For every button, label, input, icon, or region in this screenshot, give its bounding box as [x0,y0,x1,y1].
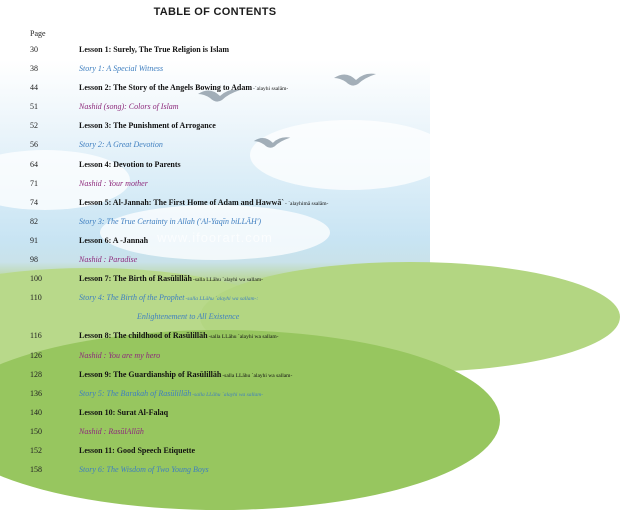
entry-title: Nashid : Your mother [79,178,148,188]
toc-row[interactable] [0,231,430,250]
entry-title: Nashid : Paradise [79,255,138,265]
toc-row[interactable] [0,174,430,193]
toc-entry-lesson[interactable] [79,78,288,99]
toc-row[interactable] [0,59,430,78]
page-number: 82 [30,216,38,226]
page-number: 91 [30,235,38,245]
page-number: 116 [30,331,42,341]
entry-title: Lesson 6: A -Jannah [79,235,149,245]
entry-title: Story 4: The Birth of the Prophet [79,293,185,303]
entry-honorific: -salla LLāhu `alayhi wa sallam-: [185,296,259,303]
toc-row[interactable] [0,193,430,212]
toc-row[interactable] [0,422,430,441]
page-number: 150 [30,426,42,436]
entry-title: Nashid : You are my hero [79,350,161,360]
page-number: 100 [30,274,42,284]
toc-row[interactable] [0,346,430,365]
page-number: 51 [30,102,38,112]
entry-title: Story 6: The Wisdom of Two Young Boys [79,465,209,475]
toc-row[interactable] [0,116,430,135]
toc-entry-lesson[interactable] [79,155,181,174]
toc-row[interactable] [0,441,430,460]
page-number: 136 [30,388,42,398]
page-number: 140 [30,407,42,417]
toc-entry-story[interactable] [79,460,209,479]
entry-title: Lesson 7: The Birth of Rasūlillāh [79,274,192,284]
page-number: 38 [30,64,38,74]
page-number: 64 [30,159,38,169]
toc-entry-lesson[interactable] [79,403,168,422]
toc-row[interactable] [0,365,430,384]
entry-title: Lesson 5: Al-Jannah: The First Home of Adam and Hawwā` [79,197,284,207]
entry-title: Lesson 1: Surely, The True Religion is Islam [79,45,230,54]
entry-title: Story 3: The True Certainty in Allah ('Al-Yaqīn biLLĀH') [79,216,262,226]
toc-row[interactable] [0,155,430,174]
toc-entry-lesson[interactable] [79,326,279,347]
page-number: 98 [30,255,38,265]
toc-entry-nashid[interactable] [79,97,179,116]
entry-honorific: -salla LLāhu `alayhi wa sallam- [192,277,263,284]
page-number: 56 [30,140,38,150]
toc-row[interactable] [0,288,430,307]
entry-title: Lesson 4: Devotion to Parents [79,159,181,169]
toc-entry-lesson[interactable] [79,193,328,214]
toc-entry-story[interactable] [79,212,261,231]
entry-honorific: -`alayhi ssalām- [252,86,289,93]
entry-title: Lesson 11: Good Speech Etiquette [79,445,196,455]
entry-title: Enlightenement to All Existence [137,312,240,322]
page-column-header: Page [30,29,46,38]
page-number: 128 [30,369,42,379]
page-title: TABLE OF CONTENTS [153,6,277,18]
toc-row[interactable] [0,250,430,269]
toc-entry-lesson[interactable] [79,269,263,290]
toc-list [0,40,430,479]
toc-entry-lesson[interactable] [79,365,292,386]
entry-title: Lesson 9: The Guardianship of Rasūlillāh [79,369,222,379]
entry-honorific: -salla LLāhu `alayhi wa sallam- [208,334,279,341]
toc-entry-story[interactable] [79,135,163,154]
page-number: 152 [30,445,42,455]
entry-title: Story 2: A Great Devotion [79,140,163,150]
toc-row[interactable] [0,384,430,403]
toc-entry-nashid[interactable] [79,346,160,365]
page-number: 158 [30,465,42,475]
toc-entry-story[interactable] [79,59,163,78]
toc-entry-story[interactable] [79,384,263,405]
toc-row[interactable] [0,460,430,479]
entry-title: Nashid (song): Colors of Islam [79,102,179,112]
toc-entry-nashid[interactable] [79,250,137,269]
page-number: 126 [30,350,42,360]
toc-entry-lesson[interactable] [79,40,229,59]
entry-title: Lesson 3: The Punishment of Arrogance [79,121,216,131]
page-number: 52 [30,121,38,131]
entry-honorific: -salla LLāhu `alayhi wa sallam- [192,391,264,398]
toc-entry-sub[interactable] [137,307,239,326]
entry-title: Story 5: The Barakah of Rasūlillāh [79,388,192,398]
toc-entry-story[interactable] [79,288,258,309]
toc-row[interactable] [0,326,430,345]
toc-row[interactable] [0,212,430,231]
toc-row[interactable] [0,97,430,116]
page-number: 110 [30,293,42,303]
page-number: 71 [30,178,38,188]
page-number: 74 [30,197,38,207]
entry-title: Story 1: A Special Witness [79,64,164,74]
entry-title: Lesson 8: The childhood of Rasūlillāh [79,331,208,341]
toc-entry-lesson[interactable] [79,116,216,135]
toc-entry-nashid[interactable] [79,174,148,193]
entry-title: Lesson 10: Surat Al-Falaq [79,407,169,417]
page-number: 30 [30,45,38,54]
toc-row[interactable] [0,78,430,97]
entry-title: Lesson 2: The Story of the Angels Bowing to Adam [79,83,252,93]
toc-entry-lesson[interactable] [79,441,195,460]
watermark: www.ifoorart.com [157,230,273,245]
entry-honorific: -salla LLāhu `alayhi wa sallam- [222,372,293,379]
toc-row[interactable] [0,403,430,422]
toc-row[interactable] [0,269,430,288]
toc-row[interactable] [0,40,430,59]
entry-title: Nashid : RasūlAllāh [79,426,144,436]
toc-row[interactable] [0,135,430,154]
toc-row[interactable] [0,307,430,326]
toc-entry-lesson[interactable] [79,231,148,250]
toc-entry-nashid[interactable] [79,422,144,441]
entry-honorific: - `alayhimā ssalām- [284,200,329,207]
page-number: 44 [30,83,38,93]
